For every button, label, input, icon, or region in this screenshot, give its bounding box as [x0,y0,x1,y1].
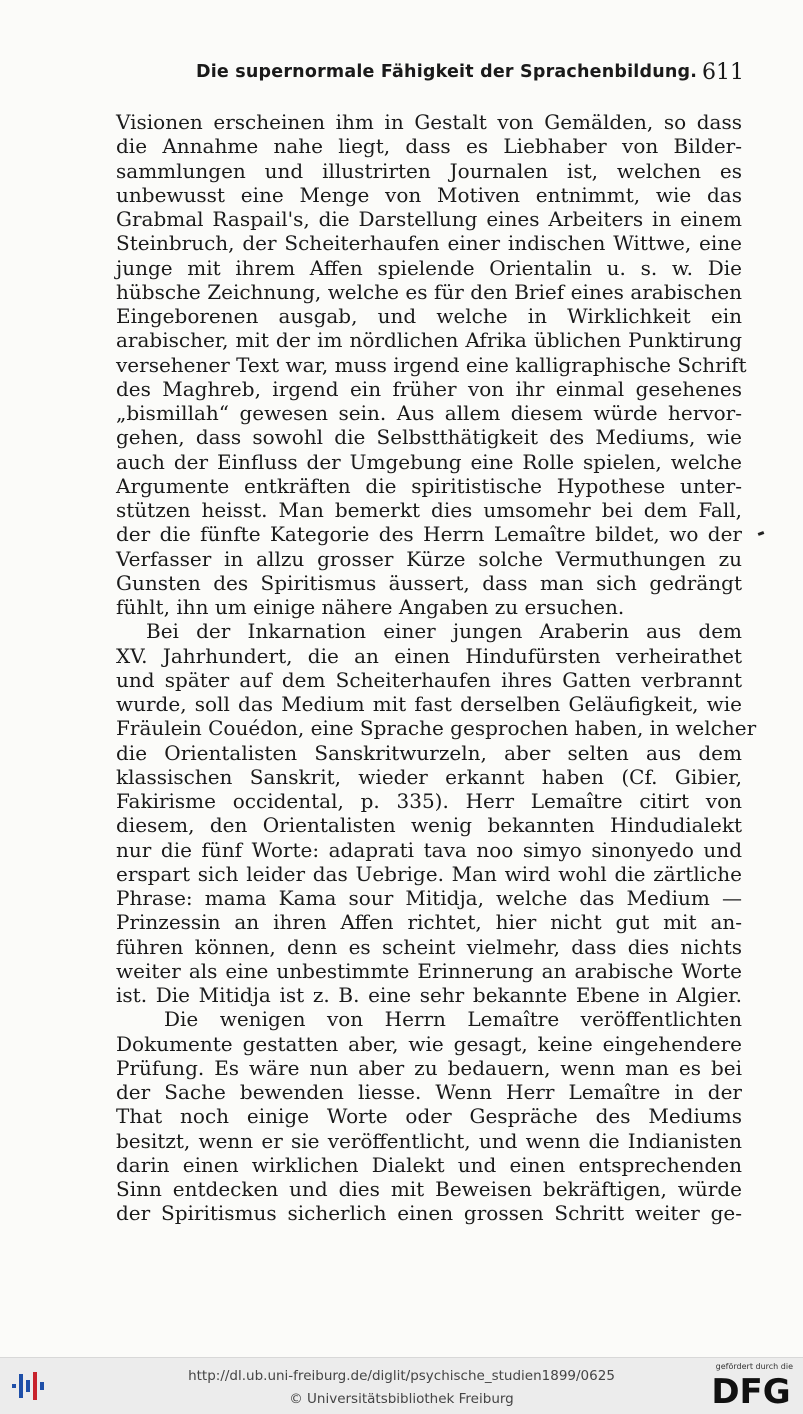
text-line: führen können, denn es scheint vielmehr, dass dies nichts [116,934,742,959]
text-line: Fräulein Couédon, eine Sprache gesprochen haben, in welcher [116,716,757,741]
text-line: erspart sich leider das Uebrige. Man wird wohl die zärtliche [116,861,742,886]
text-line: „bismillah“ gewesen sein. Aus allem diesem würde hervor- [116,401,742,425]
text-line: Dokumente gestatten aber, wie gesagt, keine eingehendere [116,1031,742,1056]
text-line: die Annahme nahe liegt, dass es Liebhaber von Bilder- [116,134,742,159]
dfg-logo-text: DFG [711,1372,791,1408]
text-line: arabischer, mit der im nördlichen Afrika üblichen Punktirung [116,328,742,353]
text-line: Bei der Inkarnation einer jungen Araberin aus dem [146,619,742,644]
text-line: fühlt, ihn um einige nähere Angaben zu ersuchen. [116,595,625,619]
text-line: sammlungen und illustrirten Journalen ist, welchen es [116,158,742,183]
text-line: klassischen Sanskrit, wieder erkannt haben (Cf. Gibier, [116,764,742,789]
text-line: Argumente entkräften die spiritistische Hypothese unter- [116,473,742,498]
text-line: Prüfung. Es wäre nun aber zu bedauern, wenn man es bei [116,1055,742,1080]
text-line: weiter als eine unbestimmte Erinnerung an arabische Worte [116,958,742,983]
text-line: Fakirisme occidental, p. 335). Herr Lemaître citirt von [116,789,742,813]
text-line: die Orientalisten Sanskritwurzeln, aber selten aus dem [116,740,742,765]
text-line: nur die fünf Worte: adaprati tava noo simyo sinonyedo und [116,837,742,862]
text-line: darin einen wirklichen Dialekt und einen entsprechenden [116,1152,742,1177]
body-text [116,110,757,1226]
text-line: versehener Text war, muss irgend eine kalligraphische Schrift [116,352,747,377]
text-line: der die fünfte Kategorie des Herrn Lemaître bildet, wo der [116,522,742,547]
text-line: und später auf dem Scheiterhaufen ihres Gatten verbrannt [116,667,742,692]
text-line: Visionen erscheinen ihm in Gestalt von Gemälden, so dass [116,110,742,134]
text-line: unbewusst eine Menge von Motiven entnimmt, wie das [116,182,742,207]
copyright-notice: © Universitätsbibliothek Freiburg [289,1391,514,1407]
text-line: Eingeborenen ausgab, und welche in Wirklichkeit ein [116,304,742,328]
text-line: Die wenigen von Herrn Lemaître veröffentlichten [164,1007,742,1032]
text-line: Sinn entdecken und dies mit Beweisen bekräftigen, würde [116,1177,742,1201]
text-line: Grabmal Raspail's, die Darstellung eines Arbeiters in einem [116,207,742,231]
text-line: Gunsten des Spiritismus äussert, dass man sich gedrängt [116,570,742,595]
text-line: der Spiritismus sicherlich einen grossen Schritt weiter ge- [116,1201,742,1226]
text-line: Phrase: mama Kama sour Mitidja, welche das Medium — [116,886,742,910]
dfg-logo-icon [707,1372,795,1408]
text-line: ist. Die Mitidja ist z. B. eine sehr bekannte Ebene in Algier. [116,983,742,1007]
viewer-footer [0,1357,803,1414]
text-line: XV. Jahrhundert, die an einen Hindufürsten verheirathet [116,643,742,668]
text-line: junge mit ihrem Affen spielende Orientalin u. s. w. Die [116,255,742,280]
text-line: Steinbruch, der Scheiterhaufen einer indischen Wittwe, eine [116,231,742,256]
text-line: Verfasser in allzu grosser Kürze solche Vermuthungen zu [116,546,742,571]
page-header [116,58,746,88]
text-line: besitzt, wenn er sie veröffentlicht, und wenn die Indianisten [116,1128,742,1153]
text-line: gehen, dass sowohl die Selbstthätigkeit des Mediums, wie [116,425,742,450]
text-line: diesem, den Orientalisten wenig bekannten Hindudialekt [116,813,742,838]
text-line: stützen heisst. Man bemerkt dies umsomehr bei dem Fall, [116,498,742,522]
running-title: Die supernormale Fähigkeit der Sprachenbildung. [196,62,698,82]
funding-note: gefördert durch die [715,1362,793,1371]
text-line: des Maghreb, irgend ein früher von ihr einmal gesehenes [116,376,742,401]
text-line: hübsche Zeichnung, welche es für den Brief eines arabischen [116,279,742,304]
permalink-url[interactable]: http://dl.ub.uni-freiburg.de/diglit/psychische_studien1899/0625 [188,1368,615,1384]
margin-mark [758,531,765,536]
text-line: That noch einige Worte oder Gespräche des Mediums [116,1104,742,1129]
text-line: auch der Einfluss der Umgebung eine Rolle spielen, welche [116,449,742,474]
text-line: wurde, soll das Medium mit fast derselben Geläufigkeit, wie [116,692,742,716]
page-number: 611 [702,60,744,85]
text-line: Prinzessin an ihren Affen richtet, hier nicht gut mit an- [116,910,742,935]
text-line: der Sache bewenden liesse. Wenn Herr Lemaître in der [116,1080,742,1104]
